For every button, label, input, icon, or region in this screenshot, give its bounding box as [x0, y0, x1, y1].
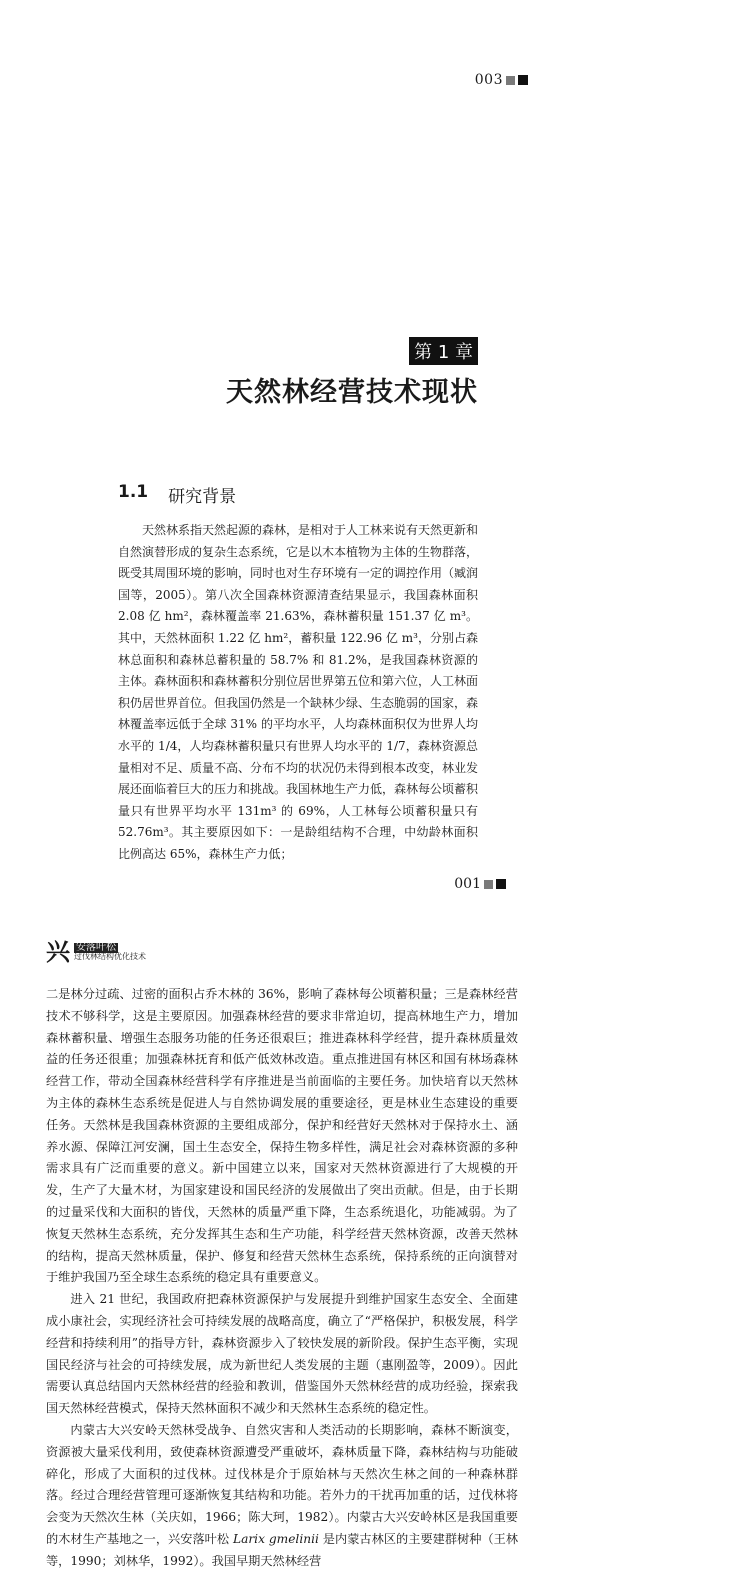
latin-after: 是: [322, 1531, 335, 1546]
body-paragraph-2: 进入 21 世纪，我国政府把森林资源保护与发展提升到维护国家生态安全、全面建成小康社会，实现经济社会可持续发展的战略高度，确立了“严格保护，积极发展，科学经营和持续利用”的指导方针，森林资源步入了较快发展的新阶段。保护生态平衡，实现国民经济与社会的可持续发展，成为新世纪人类发展的主题（惠刚盈等，2009）。因此需要认真总结国内天然林经营的经验和教训，借鉴国外天然林经营的成功经验，探索我国天然林经营模式，保持天然林面积不减少和天然林生态系统的稳定性。: [46, 1292, 518, 1416]
bottom-page: [0, 918, 750, 1568]
body-text: [46, 984, 518, 1573]
running-header-line1: 安落叶松: [76, 941, 116, 953]
running-header-line2: 过伐林结构优化技术: [74, 952, 146, 962]
body-paragraph: 天然林系指天然起源的森林，是相对于人工林来说有天然更新和自然演替形成的复杂生态系统，它是以木本植物为主体的生物群落，既受其周围环境的影响，同时也对生存环境有一定的调控作用（臧润国等，2005）。第八次全国森林资源清查结果显示，我国森林面积 2.08 亿 hm²，森林覆盖率 21.63%，森林蓄积量 151.37 亿 m³。其中，天然林面积 1.22 亿 hm²，蓄积量 122.96 亿 m³，分别占森林总面积和森林总蓄积量的 58.7% 和 81.2%，是我国森林资源的主体。森林面积和森林蓄积分别位居世界第五位和第六位，人工林面积仍居世界首位。但我国仍然是一个缺林少绿、生态脆弱的国家，森林覆盖率远低于全球 31% 的平均水平，人均森林面积仅为世界人均水平的 1/4，人均森林蓄积量只有世界人均水平的 1/7，森林资源总量相对不足、质量不高、分布不均的状况仍未得到根本改变，林业发展还面临着巨大的压力和挑战。我国林地生产力低，森林每公顷蓄积量只有世界平均水平 131m³ 的 69%，人工林每公顷蓄积量只有 52.76m³。其主要原因如下：一是龄组结构不合理，中幼龄林面积比例高达 65%，森林生产力低；: [118, 523, 479, 861]
page-footer: [454, 876, 506, 892]
section-number: 1.1: [118, 482, 149, 502]
paragraph-3-text: 内蒙古大兴安岭天然林受战争、自然灾害和人类活动的长期影响，森林不断演变，资源被大量采伐利用，致使森林资源遭受严重破坏，森林质量下降，森林结构与功能破碎化，形成了大面积的过伐林。过伐林是介于原始林与天然次生林之间的一种森林群落。经过合理经营管理可逐渐恢复其结构和功能。若外力的干扰再加重的话，过伐林将会变为天然次生林（关庆如，1966；陈大珂，1982）。内蒙古大兴安岭林区是我国重要的木材生产基地之一，兴安落叶松: [46, 1422, 518, 1546]
body-paragraph-1: 二是林分过疏、过密的面积占乔木林的 36%，影响了森林每公顷蓄积量；三是森林经营技术不够科学，这是主要原因。加强森林经营的要求非常迫切，提高林地生产力，增加森林蓄积量、增强生态服务功能的任务还很艰巨；推进森林科学经营，提升森林质量效益的任务还很重；加强森林抚育和低产低效林改造。重点推进国有林区和国有林场森林经营工作，带动全国森林经营科学有序推进是当前面临的主要任务。加快培育以天然林为主体的森林生态系统是促进人与自然协调发展的重要途径，更是林业生态建设的重要任务。天然林是我国森林资源的主要组成部分，保护和经营好天然林对于保持水土、涵养水源、保障江河安澜，国土生态安全，保持生物多样性，满足社会对森林资源的多种需求具有广泛而重要的意义。新中国建立以来，国家对天然林资源进行了大规模的开发，生产了大量木材，为国家建设和国民经济的发展做出了突出贡献。但是，由于长期的过量采伐和大面积的皆伐，天然林的质量严重下降，生态系统退化，功能减弱。为了恢复天然林生态系统，充分发挥其生态和生产功能，科学经营天然林资源，改善天然林的结构，提高天然林质量，保护、修复和经营天然林生态系统，保持系统的正向演替对于维护我国乃至全球生态系统的稳定具有重要意义。: [46, 987, 518, 1285]
running-header-text: [74, 943, 146, 962]
footer-page-number: 001: [454, 876, 481, 892]
black-square-icon: [496, 879, 506, 889]
black-square-icon: [518, 75, 528, 85]
page-number-top: [475, 72, 528, 88]
last-line: 内蒙古林区的主要建群树种（王林等，1990；刘林华，1992）。我国早期天然林经营: [46, 1531, 519, 1568]
latin-name: Larix gmelinii: [233, 1531, 319, 1546]
chapter-title: 天然林经营技术现状: [226, 377, 478, 408]
grey-square-icon: [506, 76, 515, 85]
section-title: 研究背景: [168, 487, 237, 507]
page-number-text: 003: [474, 72, 503, 88]
running-header-mark: 兴: [46, 937, 70, 966]
grey-square-icon: [484, 880, 493, 889]
body-paragraph-3: [46, 1420, 518, 1573]
chapter-label: 第 1 章: [409, 337, 478, 365]
running-header: [46, 937, 146, 966]
section-heading: [118, 482, 236, 507]
